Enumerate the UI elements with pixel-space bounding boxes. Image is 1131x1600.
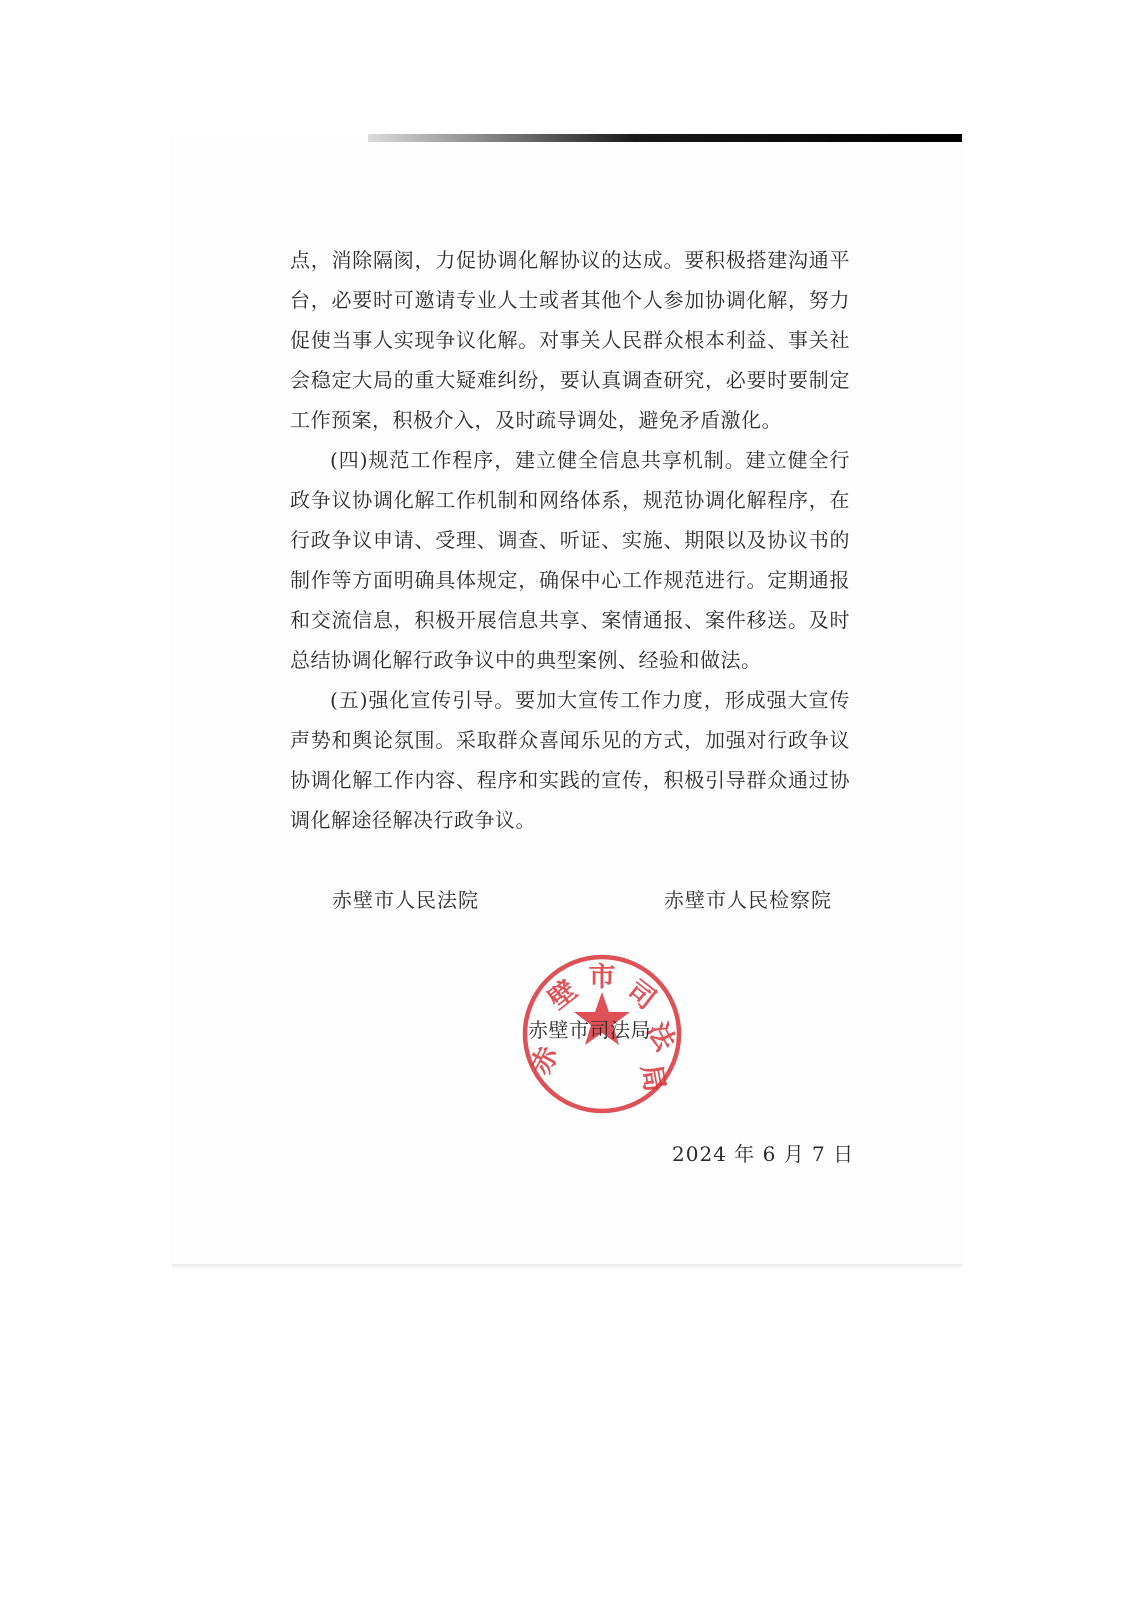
document-date: 2024 年 6 月 7 日 [672, 1142, 855, 1166]
svg-text:壁: 壁 [542, 974, 584, 1016]
signatory-justice-bureau: 赤壁市司法局 [528, 1018, 651, 1042]
document-body [290, 240, 850, 840]
svg-text:法: 法 [640, 1017, 681, 1056]
paragraph-continuation: 点，消除隔阂，力促协调化解协议的达成。要积极搭建沟通平台，必要时可邀请专业人士或者其他个人参加协调化解，努力促使当事人实现争议化解。对事关人民群众根本利益、事关社会稳定大局的重大疑难纠纷，要认真调查研究，必要时要制定工作预案，积极介入，及时疏导调处，避免矛盾激化。 [290, 248, 850, 432]
svg-text:赤: 赤 [525, 1041, 566, 1080]
scan-bottom-edge [172, 1264, 962, 1266]
svg-text:市: 市 [588, 962, 616, 993]
signatory-court: 赤壁市人民法院 [332, 888, 479, 912]
paragraph-section-4: (四)规范工作程序，建立健全信息共享机制。建立健全行政争议协调化解工作机制和网络体系，规范协调化解程序，在行政争议申请、受理、调查、听证、实施、期限以及协议书的制作等方面明确具体规定，确保中心工作规范进行。定期通报和交流信息，积极开展信息共享、案情通报、案件移送。及时总结协调化解行政争议中的典型案例、经验和做法。 [290, 448, 850, 672]
svg-text:司: 司 [620, 974, 662, 1016]
signatory-procuratorate: 赤壁市人民检察院 [664, 888, 832, 912]
svg-text:局: 局 [634, 1062, 671, 1095]
paragraph-section-5: (五)强化宣传引导。要加大宣传工作力度，形成强大宣传声势和舆论氛围。采取群众喜闻乐见的方式，加强对行政争议协调化解工作内容、程序和实践的宣传，积极引导群众通过协调化解途径解决行政争议。 [290, 688, 850, 832]
scan-edge-shadow [368, 134, 962, 142]
